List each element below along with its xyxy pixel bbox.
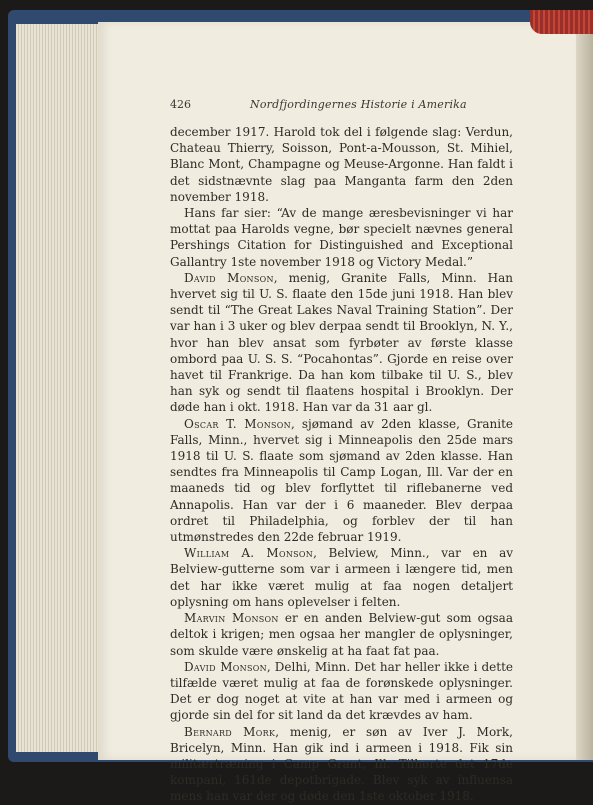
paragraph-text: , sjømand av 2den klasse, Granite Falls, Minn., hvervet sig i Minneapolis den 25de mars 1918 til U. S. flaate som sjømand av 2den klasse. Han sendtes fra Minneapolis til Camp Logan, Ill. Var der en maaneds tid og blev forflyttet til riflebanerne ved Annapolis. Han var der i 6 maaneder. Blev derpaa ordret til Philadelphia, og forblev der til han utmønstredes den 22de februar 1919. [170, 416, 514, 545]
person-name: David Monson [184, 659, 267, 674]
paragraph-text: , menig, er søn av Iver J. Mork, Bricelyn, Minn. Han gik ind i armeen i 1918. Fik sin militærtræning i Camp Grant, Ill. Tilhørte det 17de kompani, 161de depotbrigade. Blev syk av influensa mens han var der og døde den 1ste oktober 1918. [170, 724, 513, 804]
paragraph [170, 610, 513, 659]
person-name: Marvin Monson [184, 611, 279, 626]
person-name: Oscar T. Monson [184, 416, 291, 431]
page-number: 426 [170, 98, 191, 111]
paragraph [170, 205, 513, 270]
page-edges [16, 24, 103, 752]
paragraph-text: Hans far sier: “Av de mange æresbevisninger vi har mottat paa Harolds vegne, bør specielt nævnes general Pershings Citation for Distinguished and Exceptional Gallantry 1ste november 1918 og Victory Medal.” [170, 206, 513, 269]
cover-ribbon [530, 10, 593, 34]
paragraph [170, 545, 513, 610]
paragraph-text: , Belview, Minn., var en av Belview-gutterne som var i armeen i længere tid, men det har ikke været mulig at faa nogen detaljert oplysning om hans oplevelser i felten. [170, 546, 514, 609]
page-header [170, 98, 513, 114]
body-text [170, 124, 513, 805]
person-name: Bernard Mork [184, 724, 276, 739]
paragraph-text: er en anden Belview-gut som ogsaa deltok i krigen; men ogsaa her mangler de oplysninger, som skulde være ønskelig at ha faat fat paa. [170, 611, 513, 658]
paragraph [170, 124, 513, 205]
paragraph [170, 659, 513, 724]
person-name: William A. Monson [184, 546, 314, 561]
paragraph [170, 724, 513, 805]
paragraph-text: , Delhi, Minn. Det har heller ikke i dette tilfælde været mulig at faa de forønskede oplysninger. Det er dog noget at vite at han var med i armeen og gjorde sin del for sit land da det krævdes av ham. [170, 659, 514, 723]
page-curl [576, 22, 593, 760]
paragraph-text: december 1917. Harold tok del i følgende slag: Verdun, Chateau Thierry, Soisson, Pont-a-Mousson, St. Mihiel, Blanc Mont, Champagne og Meuse-Argonne. Han faldt i det sidstnævnte slag paa Manganta farm den 2den november 1918. [170, 125, 513, 204]
paragraph [170, 416, 513, 546]
running-title: Nordfjordingernes Historie i Amerika [250, 98, 467, 111]
paragraph [170, 270, 513, 416]
person-name: David Monson [184, 270, 274, 285]
paragraph-text: , menig, Granite Falls, Minn. Han hvervet sig til U. S. flaate den 15de juni 1918. Han blev sendt til “The Great Lakes Naval Training Station”. Der var han i 3 uker og blev derpaa sendt til Brooklyn, N. Y., hvor han blev ansat som fyrbøter av første klasse ombord paa U. S. S. “Pocahontas”. Gjorde en reise over havet til Frankrige. Da han kom tilbake til U. S., blev han syk og sendt til flaatens hospital i Brooklyn. Der døde han i okt. 1918. Han var da 31 aar gl. [170, 270, 513, 415]
